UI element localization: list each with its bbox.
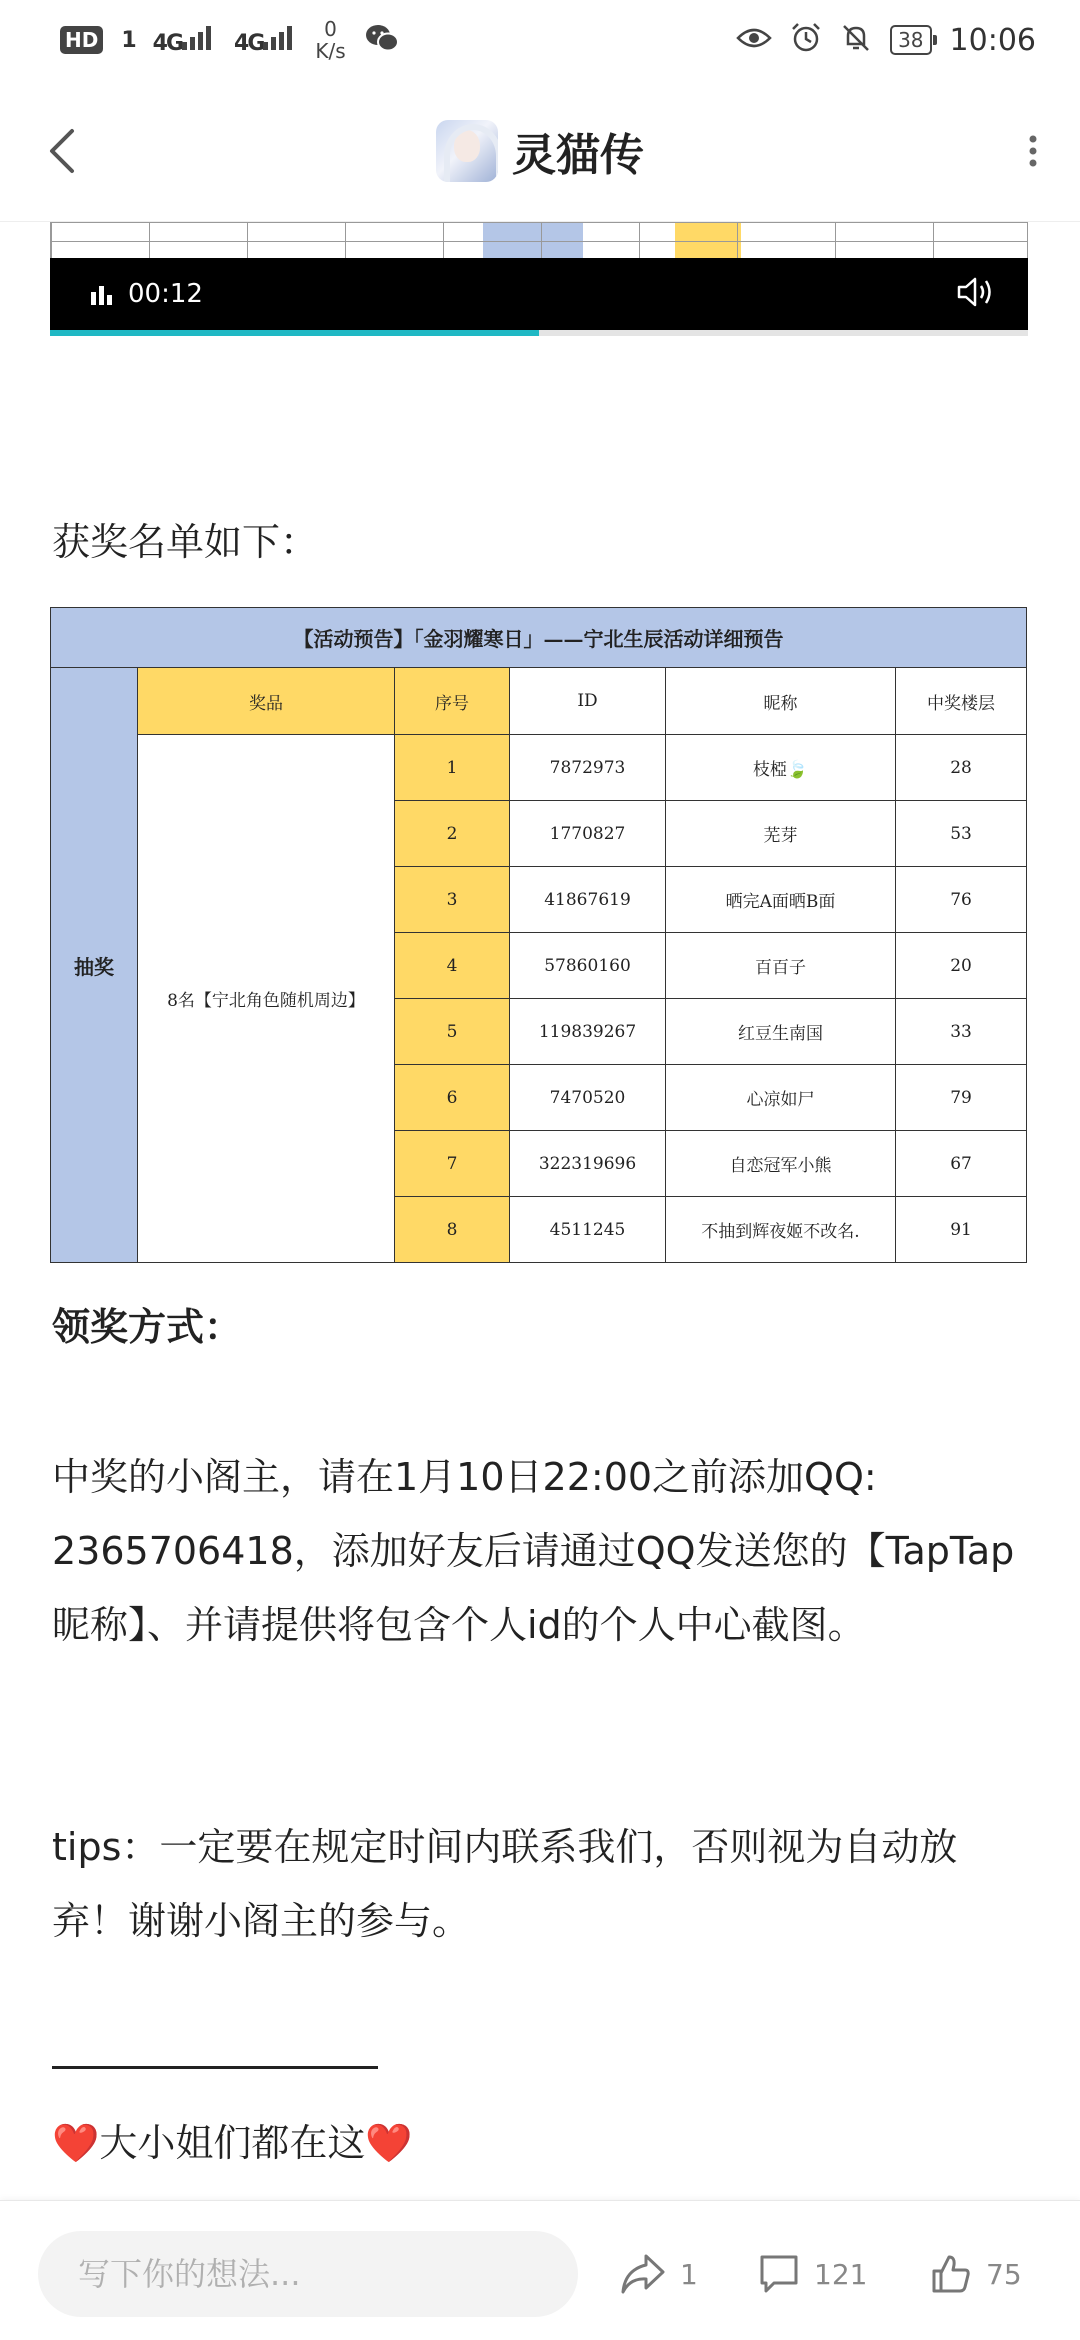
table-cell-number: 2 — [395, 801, 510, 867]
table-cell-number: 1 — [395, 735, 510, 801]
status-time: 10:06 — [949, 22, 1036, 58]
table-cell-floor: 91 — [896, 1197, 1027, 1263]
table-cell-id: 41867619 — [510, 867, 666, 933]
chevron-left-icon — [46, 128, 76, 174]
winners-heading: 获奖名单如下： — [52, 520, 319, 564]
signal-icon-2 — [234, 24, 297, 56]
net-speed-value: 0 — [324, 17, 337, 41]
mute-bell-icon — [840, 22, 872, 58]
table-cell-id: 7872973 — [510, 735, 666, 801]
signal-2-label: 4G — [234, 31, 264, 56]
table-cell-id: 322319696 — [510, 1131, 666, 1197]
back-button[interactable] — [34, 124, 88, 178]
comment-input[interactable] — [38, 2231, 578, 2317]
share-icon — [620, 2253, 666, 2295]
table-cell-id: 4511245 — [510, 1197, 666, 1263]
table-header: 奖品 — [138, 668, 395, 735]
more-vertical-icon — [1028, 134, 1038, 168]
table-cell-floor: 76 — [896, 867, 1027, 933]
table-cell-number: 4 — [395, 933, 510, 999]
bottom-action-bar — [0, 2200, 1080, 2340]
comment-count: 121 — [814, 2257, 868, 2291]
table-category: 抽奖 — [51, 668, 138, 1263]
video-thumbnail[interactable] — [50, 222, 1028, 260]
signal-icon-1 — [153, 24, 216, 56]
table-header: 序号 — [395, 668, 510, 735]
video-thumb-grid — [51, 222, 1027, 260]
share-button[interactable] — [620, 2241, 698, 2307]
table-cell-floor: 20 — [896, 933, 1027, 999]
video-time: 00:12 — [128, 279, 203, 309]
table-cell-nickname: 心凉如尸 — [666, 1065, 896, 1131]
battery-icon: 38 — [890, 25, 931, 55]
table-cell-number: 8 — [395, 1197, 510, 1263]
video-control-bar[interactable] — [50, 258, 1028, 330]
table-cell-nickname: 百百子 — [666, 933, 896, 999]
alarm-icon — [790, 22, 822, 58]
bars-icon — [90, 282, 114, 306]
table-cell-floor: 53 — [896, 801, 1027, 867]
table-cell-floor: 67 — [896, 1131, 1027, 1197]
table-cell-floor: 33 — [896, 999, 1027, 1065]
volume-icon — [956, 275, 996, 309]
claim-instructions: 中奖的小阁主，请在1月10日22:00之前添加QQ: 2365706418，添加好友后请通过QQ发送您的【TapTap昵称】、并请提供将包含个人id的个人中心截图。 — [52, 1455, 1015, 1647]
table-cell-number: 3 — [395, 867, 510, 933]
table-cell-floor: 28 — [896, 735, 1027, 801]
sim-slot-label: 1 — [121, 27, 135, 53]
status-bar — [0, 0, 1080, 80]
table-cell-id: 57860160 — [510, 933, 666, 999]
status-left — [60, 18, 400, 62]
table-cell-id: 1770827 — [510, 801, 666, 867]
table-header: 昵称 — [666, 668, 896, 735]
more-options-button[interactable] — [1006, 124, 1060, 178]
like-count: 75 — [986, 2257, 1022, 2291]
tips-text: tips：一定要在规定时间内联系我们，否则视为自动放弃！谢谢小阁主的参与。 — [52, 1825, 958, 1943]
prize-table — [50, 607, 1027, 1263]
video-time-group — [90, 279, 203, 309]
table-cell-nickname: 晒完A面晒B面 — [666, 867, 896, 933]
video-progress-bar[interactable] — [50, 330, 1028, 336]
table-row — [51, 735, 1027, 801]
table-cell-id: 119839267 — [510, 999, 666, 1065]
signal-1-label: 4G — [152, 31, 183, 56]
video-progress-fill — [50, 330, 539, 336]
table-cell-number: 7 — [395, 1131, 510, 1197]
table-cell-nickname: 不抽到辉夜姬不改名. — [666, 1197, 896, 1263]
prize-table-image[interactable] — [50, 607, 1026, 1263]
claim-heading: 领奖方式： — [52, 1305, 243, 1349]
table-cell-nickname: 自恋冠军小熊 — [666, 1131, 896, 1197]
like-button[interactable] — [930, 2241, 1022, 2307]
table-cell-number: 5 — [395, 999, 510, 1065]
eye-icon — [736, 26, 772, 54]
table-cell-floor: 79 — [896, 1065, 1027, 1131]
hd-badge: HD — [60, 26, 103, 54]
table-prize-cell: 8名【宁北角色随机周边】 — [138, 735, 395, 1263]
ladies-line: ❤️大小姐们都在这❤️ — [52, 2121, 413, 2165]
table-cell-number: 6 — [395, 1065, 510, 1131]
net-speed-unit: K/s — [315, 39, 346, 63]
table-header: 中奖楼层 — [896, 668, 1027, 735]
app-avatar[interactable] — [436, 120, 498, 182]
volume-button[interactable] — [956, 275, 996, 313]
table-cell-nickname: 芜芽 — [666, 801, 896, 867]
thumbs-up-icon — [930, 2253, 972, 2295]
wechat-icon — [364, 23, 400, 57]
net-speed — [315, 18, 345, 62]
comment-button[interactable] — [758, 2241, 867, 2307]
table-cell-nickname: 枝椏🍃 — [666, 735, 896, 801]
divider — [52, 2066, 378, 2069]
table-title: 【活动预告】「金羽耀寒日」——宁北生辰活动详细预告 — [51, 608, 1027, 668]
share-count: 1 — [680, 2257, 698, 2291]
comment-icon — [758, 2253, 800, 2295]
table-header: ID — [510, 668, 666, 735]
status-right — [736, 22, 1036, 58]
table-cell-nickname: 红豆生南国 — [666, 999, 896, 1065]
app-title[interactable]: 灵猫传 — [512, 129, 644, 181]
app-header — [0, 80, 1080, 222]
table-cell-id: 7470520 — [510, 1065, 666, 1131]
